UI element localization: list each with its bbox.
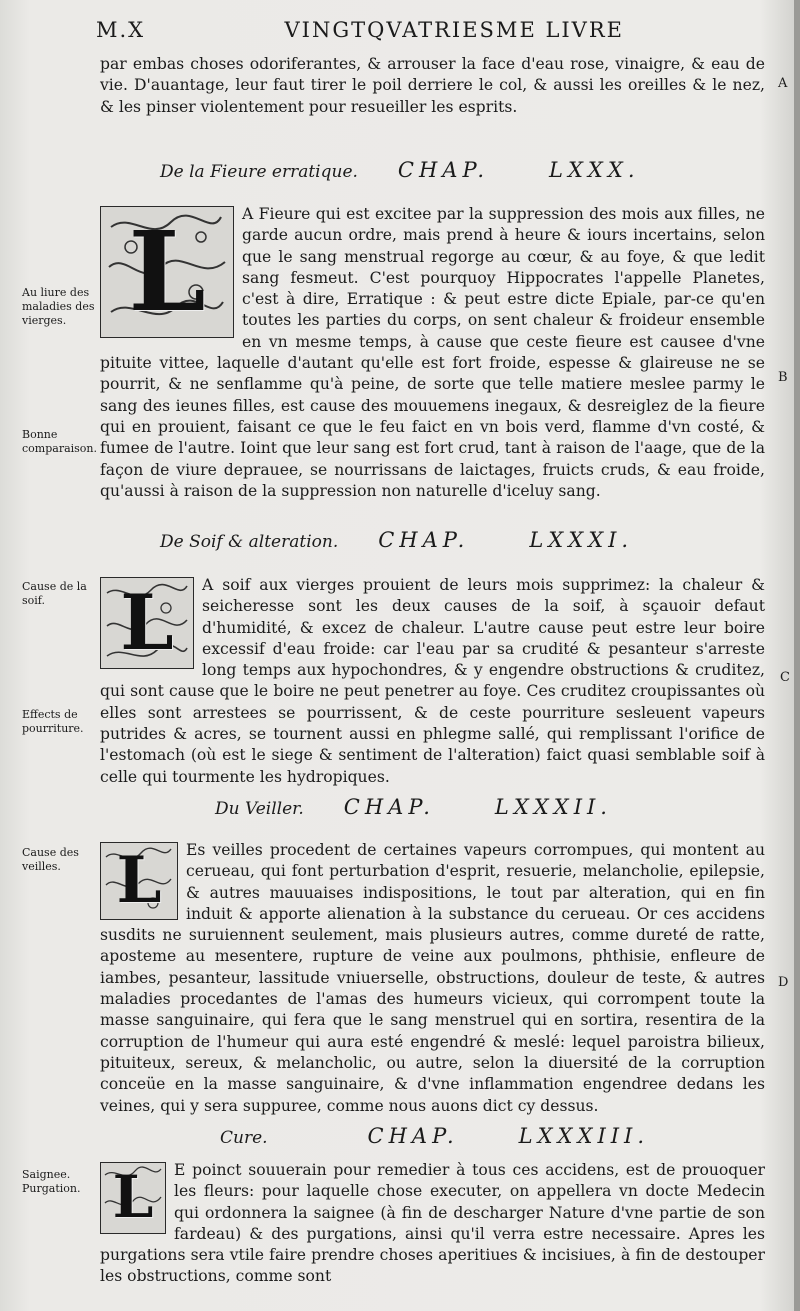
chapter-heading-80: [160, 158, 720, 182]
running-head: [96, 18, 624, 42]
initial-letter: L: [116, 843, 162, 919]
opening-paragraph: par embas choses odoriferantes, & arrouser la face d'eau rose, vinaigre, & eau de vie. D'auantage, leur faut tirer le poil derriere le col, & aussi les oreilles & le nez, & les pinser violentement pour resueiller les esprits.: [100, 55, 765, 116]
margin-letter-c: C: [780, 670, 790, 685]
margin-note: Cause de la soif.: [22, 580, 87, 607]
margin-note: Cause des veilles.: [22, 846, 79, 873]
chapter-83-paragraph: E poinct souuerain pour remedier à tous ces accidens, est de prouoquer les fleurs: pour laquelle chose executer, on appellera vn docte Medecin qui ordonnera la saignee (à fin de descharger Nature d'vne partie de son fardeau) & des purgations, ainsi qu'il verra estre necessaire. Apres les purgations sera vtile faire prendre choses aperitiues & incisiues, à fin de destouper les obstructions, comme sont: [100, 1161, 765, 1286]
chapter-number: LXXX.: [549, 158, 640, 182]
chapter-heading-82: [160, 795, 720, 819]
chapter-label: CHAP.: [343, 795, 435, 819]
ornate-initial: [100, 842, 178, 920]
ornate-initial: [100, 577, 194, 669]
chapter-82-paragraph: Es veilles procedent de certaines vapeurs corrompues, qui montent au cerueau, qui font perturbation d'esprit, resuerie, melancholie, epilepsie, & autres mauuaises indispositions, le tout par alteration, qui en fin induit & apporte alienation à la substance du cerueau. Or ces accidens susdits ne suruiennent seulement, mais plusieurs autres, comme dureté de ratte, aposteme au mesentere, rupture de veine aux poulmons, phthisie, enfleure de iambes, pesanteur, lassitude vniuerselle, obstructions, douleur de teste, & autres maladies procedantes de l'amas des humeurs vicieux, qui corrompent toute la masse sanguinaire, qui fera que le sang menstruel qui en sortira, resentira de la corruption de l'humeur qui aura esté engendré & meslé: lequel paroistra bilieux, pituiteux, sereux, & melancholic, ou autre, selon la diuersité de la corruption conceüe en la masse sanguinaire, & d'vne inflammation engendree dedans les veines, qui y sera suppuree, comme nous auons dict cy dessus.: [100, 841, 765, 1115]
margin-note: Bonne comparaison.: [22, 428, 97, 455]
margin-note: Saignee. Purgation.: [22, 1168, 81, 1195]
initial-letter: L: [120, 578, 174, 668]
margin-letter-b: B: [778, 370, 788, 385]
chapter-label: CHAP.: [367, 1124, 459, 1148]
initial-letter: L: [112, 1163, 154, 1232]
chapter-heading-83: [160, 1124, 720, 1148]
chapter-title: Du Veiller.: [215, 799, 304, 819]
chapter-number: LXXXII.: [494, 795, 612, 819]
chapter-82-text: [100, 840, 765, 1117]
running-title: VINGTQVATRIESME LIVRE: [284, 18, 624, 42]
chapter-number: LXXXIII.: [518, 1124, 650, 1148]
folio: M.X: [96, 18, 146, 42]
chapter-number: LXXXI.: [529, 528, 634, 552]
ornate-initial: [100, 1162, 166, 1234]
chapter-label: CHAP.: [397, 158, 490, 182]
ornate-initial: [100, 206, 234, 338]
margin-note: Au liure des maladies des vierges.: [22, 286, 95, 327]
page-spine-shadow: [794, 0, 800, 1311]
margin-letter-d: D: [778, 975, 789, 990]
chapter-label: CHAP.: [378, 528, 470, 552]
chapter-83-text: [100, 1160, 765, 1288]
margin-note: Effects de pourriture.: [22, 708, 84, 735]
chapter-title: De Soif & alteration.: [160, 532, 339, 552]
chapter-81-paragraph: A soif aux vierges prouient de leurs mois supprimez: la chaleur & seicheresse sont les deux causes de la soif, à sçauoir defaut d'humidité, & excez de chaleur. L'autre cause peut estre leur boire excessif d'eau froide: car l'eau par sa crudité & pesanteur s'arreste long temps aux hypochondres, & y engendre obstructions & cruditez, qui sont cause que le boire ne peut penetrer au foye. Ces cruditez croupissantes où elles sont arrestees se pourrissent, & de ceste pourriture sesleuent vapeurs putrides & acres, se tournent aussi en phlegme sallé, qui remplissant l'orifice de l'estomach (où est le siege & sentiment de l'alteration) faict quasi semblable soif à celle qui tourmente les hydropiques.: [100, 576, 765, 786]
chapter-80-paragraph: A Fieure qui est excitee par la suppression des mois aux filles, ne garde aucun ordre, mais prend à heure & iours incertains, selon que le sang menstrual regorge au cœur, & au foye, & que ledit sang fesmeut. C'est pourquoy Hippocrates l'appelle Planetes, c'est à dire, Erratique : & peut estre dicte Epiale, par-ce qu'en toutes les parties du corps, on sent chaleur & froideur ensemble en vn mesme temps, à cause que ceste fieure est causee d'vne pituite vittee, laquelle d'autant qu'elle est fort froide, espesse & glaireuse ne se pourrit, & ne senflamme qu'à peine, de sorte que telle matiere meslee parmy le sang des ieunes filles, est cause des mouuemens inegaux, & desreiglez de la fieure qui en prouient, faisant ce que le feu faict en vn bois verd, flamme d'vn costé, & fumee de l'autre. Ioint que leur sang est fort crud, tant à raison de l'aage, que de la façon de viure deprauee, se nourrissans de laictages, fruicts cruds, & eau froide, qu'aussi à raison de la suppression non naturelle d'iceluy sang.: [100, 205, 765, 500]
margin-letter-a: A: [778, 76, 788, 91]
chapter-80-text: [100, 204, 765, 502]
chapter-heading-81: [160, 528, 720, 552]
initial-letter: L: [128, 207, 206, 337]
chapter-81-text: [100, 575, 765, 788]
chapter-title: De la Fieure erratique.: [160, 162, 358, 182]
chapter-title: Cure.: [220, 1128, 268, 1148]
